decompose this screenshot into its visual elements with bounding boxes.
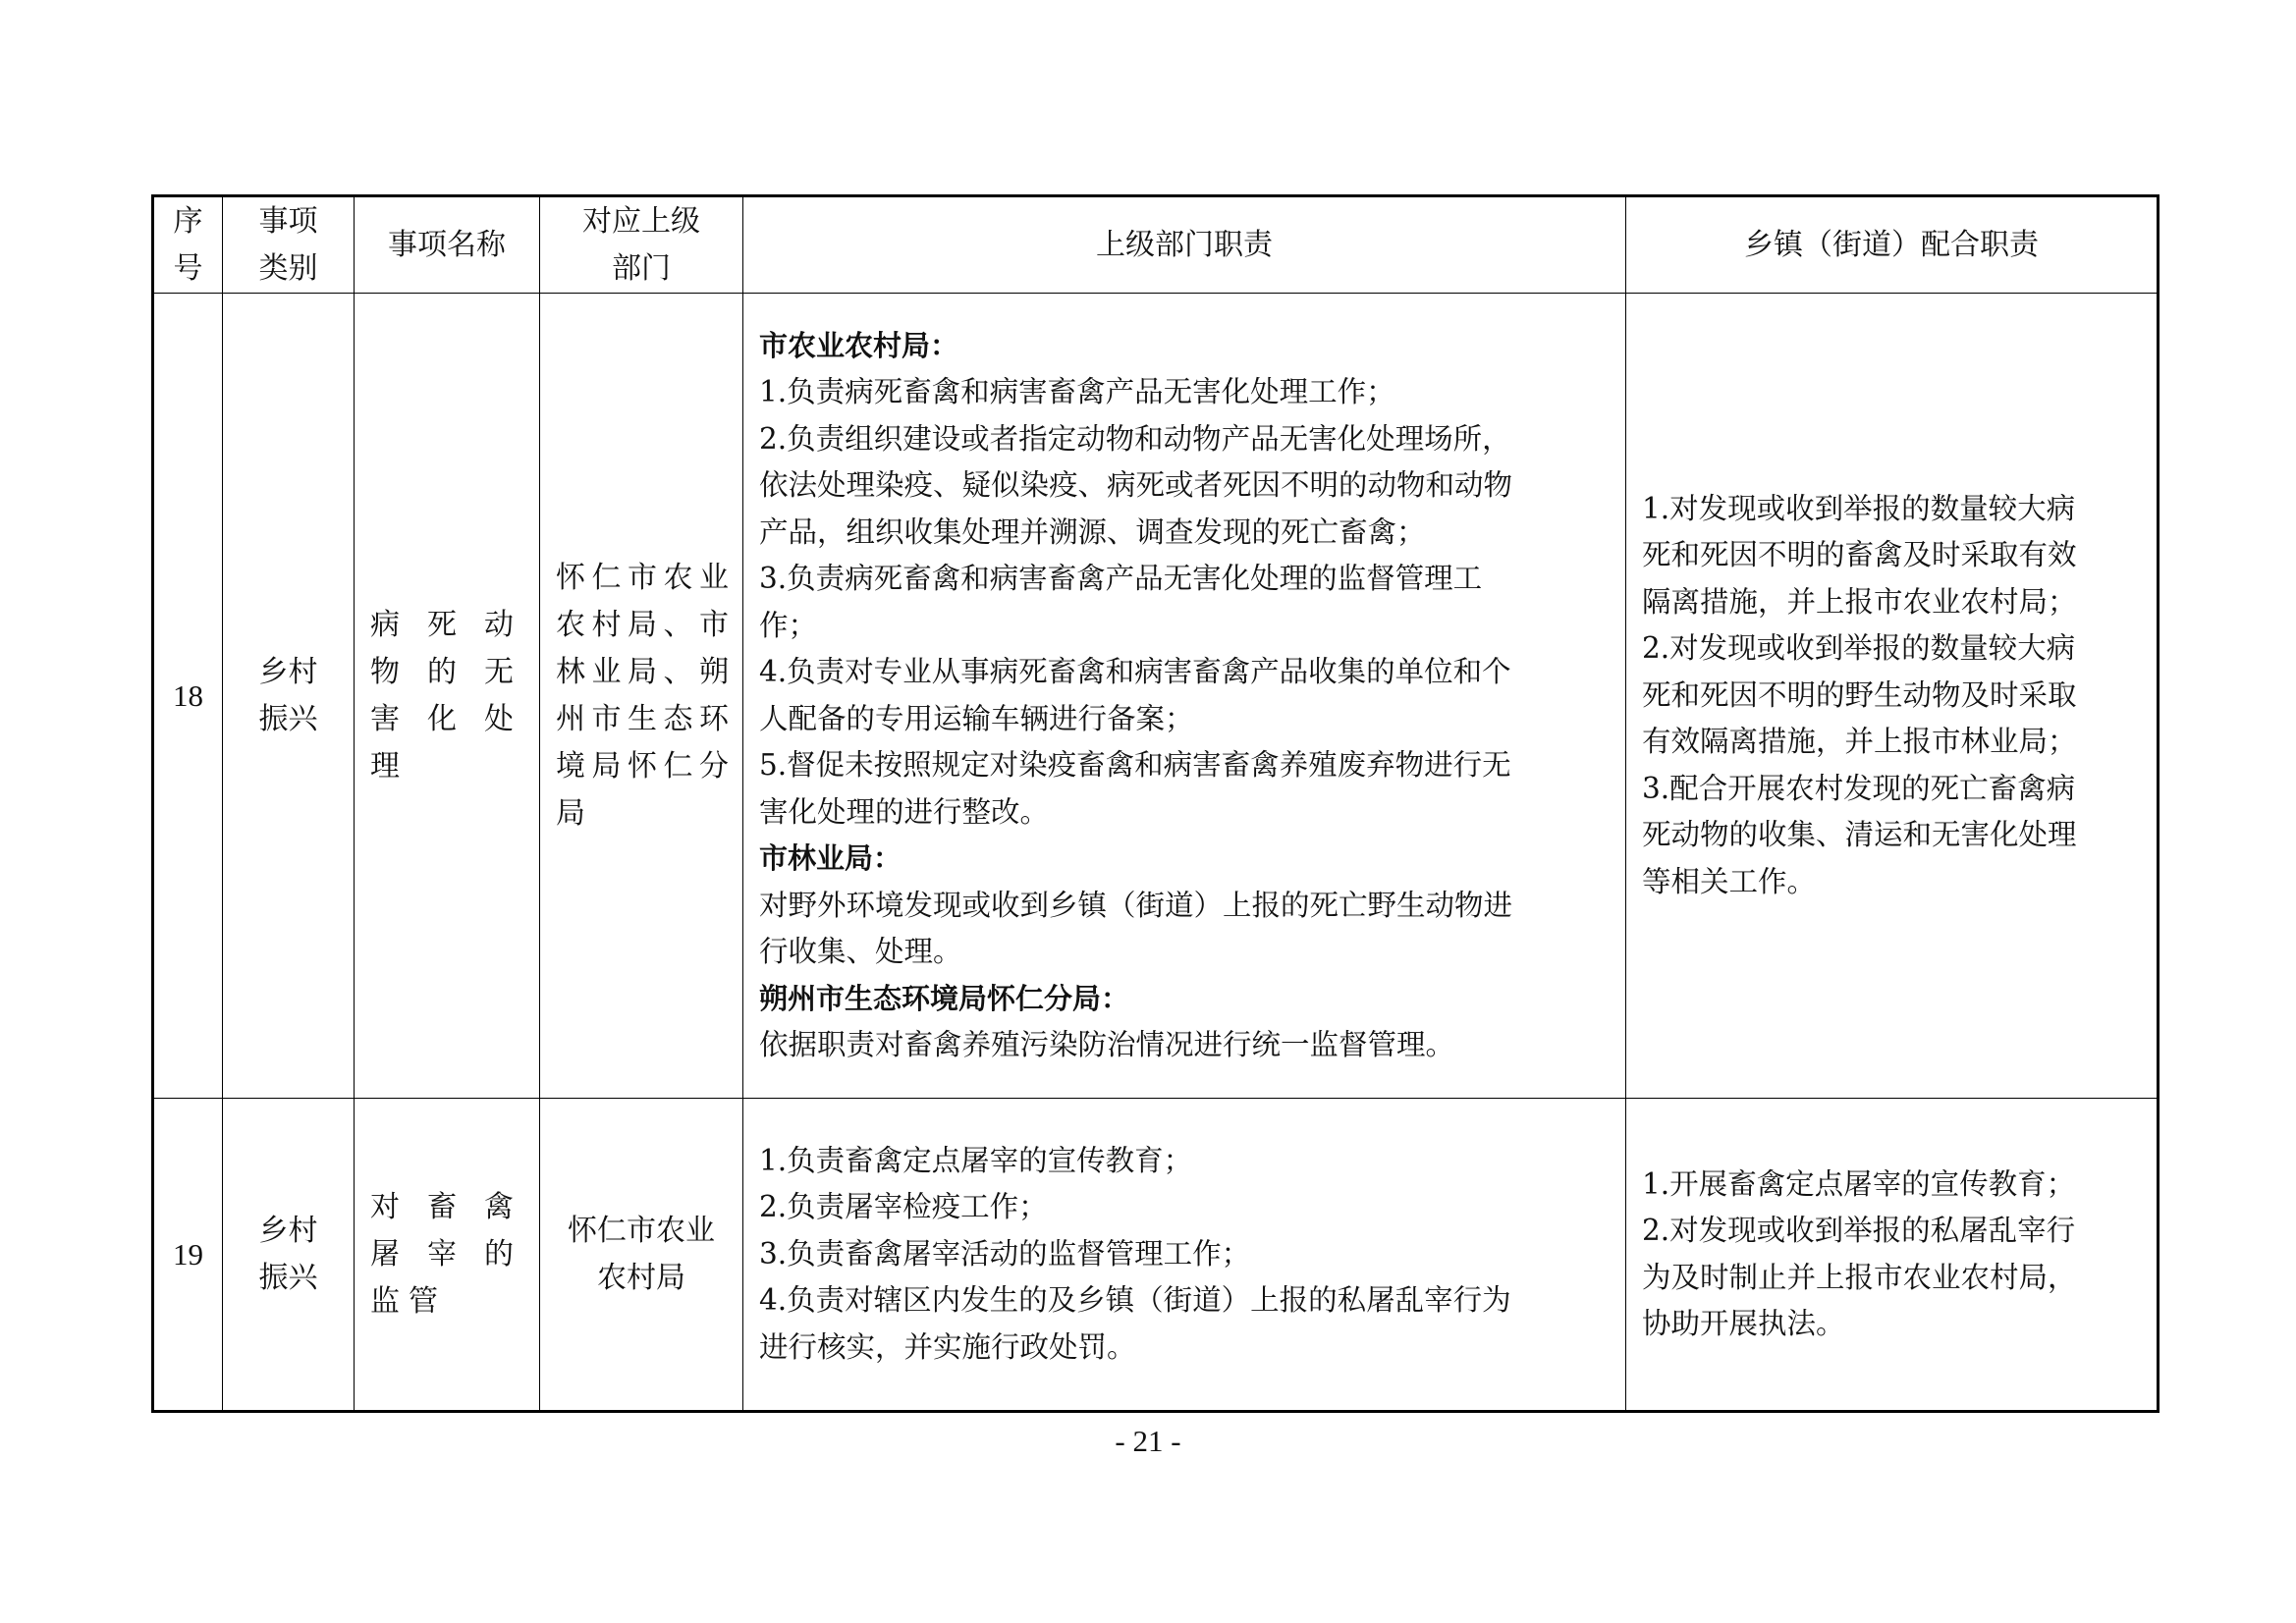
- header-superior-duties: 上级部门职责: [743, 196, 1626, 294]
- row-name: 病死动物的无害化处理: [355, 294, 540, 1099]
- dept-heading: 朔州市生态环境局怀仁分局：: [759, 981, 1130, 1015]
- table-header-row: [153, 196, 2159, 294]
- dept-heading: 市农业农村局：: [759, 328, 959, 362]
- row-seq: 19: [153, 1099, 223, 1412]
- row-seq: 18: [153, 294, 223, 1099]
- duty-line: 人配备的专用运输车辆进行备案；: [759, 701, 1194, 735]
- duty-line: 依法处理染疫、疑似染疫、病死或者死因不明的动物和动物: [759, 468, 1513, 502]
- row-dept: 怀仁市农业农村局: [540, 1099, 743, 1412]
- duty-line: 2.负责组织建设或者指定动物和动物产品无害化处理场所，: [759, 421, 1511, 456]
- duty-line: 作；: [759, 608, 818, 642]
- duty-line: 1.开展畜禽定点屠宰的宣传教育；: [1642, 1166, 2076, 1201]
- dept-heading: 市林业局：: [759, 841, 902, 875]
- duty-line: 3.配合开展农村发现的死亡畜禽病: [1642, 771, 2076, 805]
- header-seq: 序号: [153, 196, 223, 294]
- row-name: 对畜禽屠宰的监管: [355, 1099, 540, 1412]
- table-row: [153, 1099, 2159, 1412]
- duty-line: 依据职责对畜禽养殖污染防治情况进行统一监督管理。: [759, 1028, 1455, 1061]
- duty-line: 为及时制止并上报市农业农村局，: [1642, 1260, 2077, 1294]
- duty-line: 3.负责病死畜禽和病害畜禽产品无害化处理的监督管理工: [759, 562, 1483, 595]
- duty-line: 2.负责屠宰检疫工作；: [759, 1190, 1048, 1224]
- row-town-duties: [1626, 1099, 2159, 1412]
- duty-line: 3.负责畜禽屠宰活动的监督管理工作；: [759, 1236, 1251, 1271]
- header-name: 事项名称: [355, 196, 540, 294]
- duties-table: [151, 194, 2159, 1413]
- duty-line: 5.督促未按照规定对染疫畜禽和病害畜禽养殖废弃物进行无: [759, 748, 1511, 782]
- header-category: 事项类别: [223, 196, 355, 294]
- duty-line: 4.负责对专业从事病死畜禽和病害畜禽产品收集的单位和个: [759, 655, 1511, 688]
- duty-line: 2.对发现或收到举报的数量较大病: [1642, 631, 2076, 666]
- row-category: 乡村振兴: [223, 1099, 355, 1412]
- duty-line: 进行核实，并实施行政处罚。: [759, 1329, 1136, 1364]
- duty-line: 害化处理的进行整改。: [759, 794, 1050, 829]
- duty-line: 1.对发现或收到举报的数量较大病: [1642, 491, 2076, 525]
- row-category: 乡村振兴: [223, 294, 355, 1099]
- duty-line: 产品，组织收集处理并溯源、调查发现的死亡畜禽；: [759, 514, 1426, 549]
- row-superior-duties: [743, 1099, 1626, 1412]
- row-town-duties: [1626, 294, 2159, 1099]
- table-row: [153, 294, 2159, 1099]
- duty-line: 2.对发现或收到举报的私屠乱宰行: [1642, 1214, 2076, 1247]
- duty-line: 死和死因不明的野生动物及时采取: [1642, 677, 2077, 712]
- row-superior-duties: [743, 294, 1626, 1099]
- row-dept: 怀仁市农业农村局、市林业局、朔州市生态环境局怀仁分局: [540, 294, 743, 1099]
- duty-line: 隔离措施，并上报市农业农村局；: [1642, 584, 2077, 619]
- duty-line: 对野外环境发现或收到乡镇（街道）上报的死亡野生动物进: [759, 888, 1513, 922]
- duty-line: 行收集、处理。: [759, 935, 962, 968]
- duty-line: 死和死因不明的畜禽及时采取有效: [1642, 538, 2077, 572]
- duty-line: 等相关工作。: [1642, 864, 1817, 898]
- page-number: - 21 -: [1115, 1424, 1181, 1458]
- duty-line: 1.负责病死畜禽和病害畜禽产品无害化处理工作；: [759, 375, 1395, 408]
- duty-line: 协助开展执法。: [1642, 1307, 1845, 1340]
- duty-line: 4.负责对辖区内发生的及乡镇（街道）上报的私屠乱宰行为: [759, 1283, 1511, 1318]
- duty-line: 有效隔离措施，并上报市林业局；: [1642, 725, 2077, 759]
- duty-line: 死动物的收集、清运和无害化处理: [1642, 818, 2077, 852]
- header-dept: 对应上级部门: [540, 196, 743, 294]
- header-town-duties: 乡镇（街道）配合职责: [1626, 196, 2159, 294]
- duty-line: 1.负责畜禽定点屠宰的宣传教育；: [759, 1143, 1193, 1177]
